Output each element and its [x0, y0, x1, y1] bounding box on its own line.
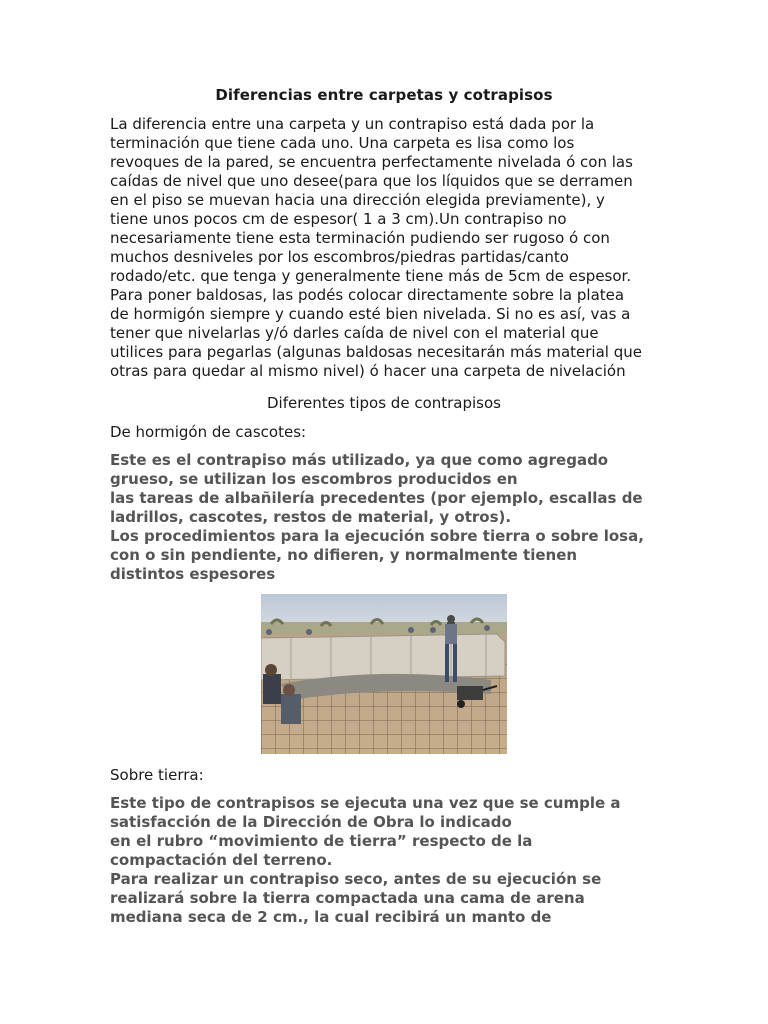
subsection-heading-sobre-tierra: Sobre tierra:	[110, 766, 204, 784]
text-line: compactación del terreno.	[110, 851, 333, 869]
text-line: caídas de nivel que uno desee(para que los líquidos que se derramen	[110, 172, 633, 190]
text-line: Este tipo de contrapisos se ejecuta una vez que se cumple a	[110, 794, 621, 812]
text-line: Para poner baldosas, las podés colocar directamente sobre la platea	[110, 286, 625, 304]
text-line: otras para quedar al mismo nivel) ó hacer una carpeta de nivelación	[110, 362, 626, 380]
text-line: tiene unos pocos cm de espesor( 1 a 3 cm).Un contrapiso no	[110, 210, 567, 228]
text-line: de hormigón siempre y cuando esté bien nivelada. Si no es así, vas a	[110, 305, 631, 323]
subsection-heading-cascotes: De hormigón de cascotes:	[110, 423, 307, 441]
text-line: en el piso se muevan hacia una dirección elegida previamente), y	[110, 191, 605, 209]
sobre-tierra-paragraph	[110, 794, 670, 927]
text-line: distintos espesores	[110, 565, 276, 583]
section-heading: Diferentes tipos de contrapisos	[266, 394, 501, 412]
text-line: utilices para pegarlas (algunas baldosas necesitarán más material que	[110, 343, 642, 361]
text-line: Este es el contrapiso más utilizado, ya que como agregado	[110, 451, 609, 469]
text-line: en el rubro “movimiento de tierra” respecto de la	[110, 832, 533, 850]
text-line: tener que nivelarlas y/ó darles caída de nivel con el material que	[110, 324, 599, 342]
intro-paragraph	[110, 115, 670, 381]
text-line: muchos desniveles por los escombros/piedras partidas/canto	[110, 248, 569, 266]
text-line: La diferencia entre una carpeta y un contrapiso está dada por la	[110, 115, 595, 133]
text-line: con o sin pendiente, no difieren, y normalmente tienen	[110, 546, 578, 564]
text-line: grueso, se utilizan los escombros producidos en	[110, 470, 518, 488]
text-line: revoques de la pared, se encuentra perfectamente nivelada ó con las	[110, 153, 633, 171]
cascotes-paragraph	[110, 451, 670, 584]
construction-photo	[261, 594, 507, 754]
text-line: ladrillos, cascotes, restos de material, y otros).	[110, 508, 512, 526]
text-line: satisfacción de la Dirección de Obra lo indicado	[110, 813, 512, 831]
text-line: necesariamente tiene esta terminación pudiendo ser rugoso ó con	[110, 229, 610, 247]
text-line: Para realizar un contrapiso seco, antes de su ejecución se	[110, 870, 602, 888]
text-line: las tareas de albañilería precedentes (por ejemplo, escallas de	[110, 489, 643, 507]
text-line: mediana seca de 2 cm., la cual recibirá un manto de	[110, 908, 552, 926]
text-line: realizará sobre la tierra compactada una cama de arena	[110, 889, 585, 907]
text-line: terminación que tiene cada uno. Una carpeta es lisa como los	[110, 134, 575, 152]
text-line: Los procedimientos para la ejecución sobre tierra o sobre losa,	[110, 527, 644, 545]
text-line: rodado/etc. que tenga y generalmente tiene más de 5cm de espesor.	[110, 267, 632, 285]
document-title: Diferencias entre carpetas y cotrapisos	[215, 86, 553, 104]
